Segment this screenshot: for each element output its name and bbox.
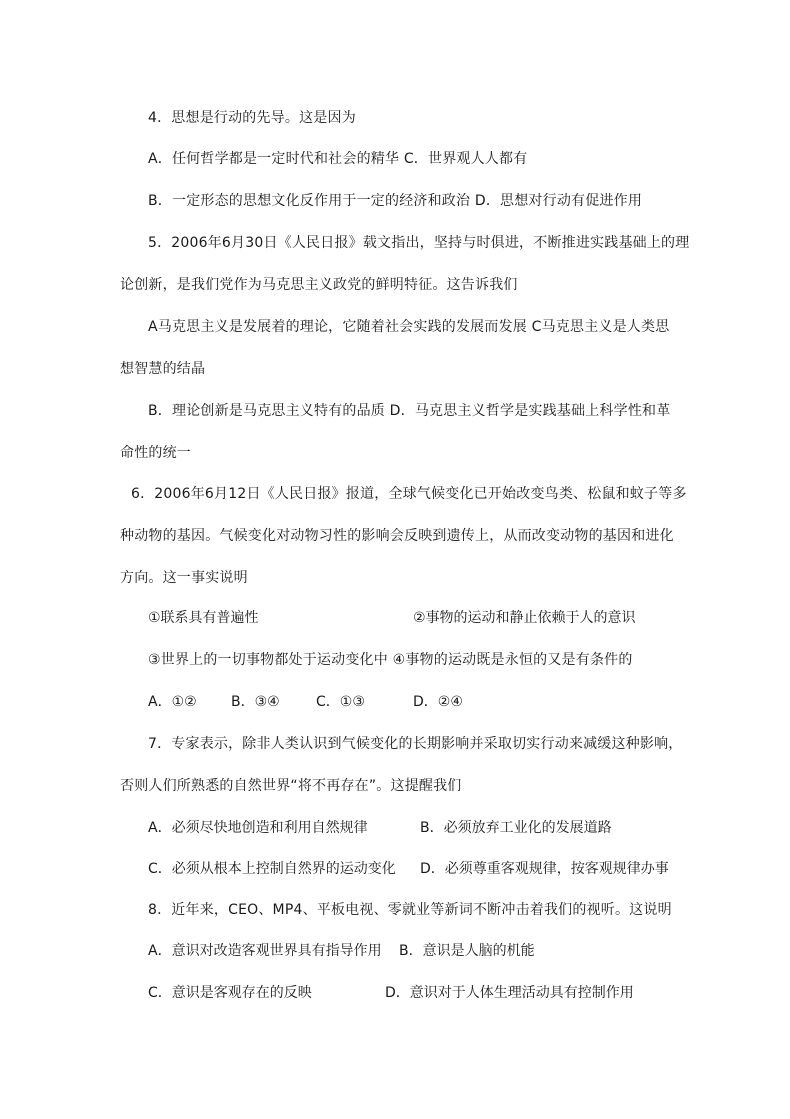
q6-option-d: D．②④ — [413, 694, 463, 710]
q4-options-a-c: A．任何哲学都是一定时代和社会的精华 C．世界观人人都有 — [148, 151, 528, 167]
q5-options-a-c-line-1: A马克思主义是发展着的理论，它随着社会实践的发展而发展 C马克思主义是人类思 — [148, 319, 670, 335]
q8-option-b: B．意识是人脑的机能 — [399, 943, 535, 959]
q8-option-a: A．意识对改造客观世界具有指导作用 — [148, 943, 382, 959]
q6-option-b: B．③④ — [231, 694, 280, 710]
q7-option-b: B．必须放弃工业化的发展道路 — [420, 820, 612, 836]
q6-option-a: A．①② — [148, 694, 197, 710]
q8-option-c: C．意识是客观存在的反映 — [148, 985, 312, 1001]
q5-stem-line-2: 论创新，是我们党作为马克思主义政党的鲜明特征。这告诉我们 — [120, 277, 518, 293]
q6-stem-line-3: 方向。这一事实说明 — [120, 570, 248, 586]
q6-items-3-4: ③世界上的一切事物都处于运动变化中 ④事物的运动既是永恒的又是有条件的 — [148, 652, 633, 668]
q8-option-d: D．意识对于人体生理活动具有控制作用 — [385, 985, 634, 1001]
q5-options-b-d-line-1: B．理论创新是马克思主义特有的品质 D．马克思主义哲学是实践基础上科学性和革 — [148, 403, 671, 419]
q7-stem-line-2: 否则人们所熟悉的自然世界“将不再存在”。这提醒我们 — [120, 778, 462, 794]
q5-stem-line-1: 5．2006年6月30日《人民日报》载文指出，坚持与时俱进，不断推进实践基础上的理 — [148, 235, 690, 251]
q6-stem-line-1: 6．2006年6月12日《人民日报》报道，全球气候变化已开始改变鸟类、松鼠和蚊子等多 — [131, 486, 687, 502]
q7-option-d: D．必须尊重客观规律，按客观规律办事 — [420, 861, 669, 877]
q6-option-c: C．①③ — [316, 694, 365, 710]
q7-option-c: C．必须从根本上控制自然界的运动变化 — [148, 861, 396, 877]
q6-stem-line-2: 种动物的基因。气候变化对动物习性的影响会反映到遗传上，从而改变动物的基因和进化 — [120, 528, 674, 544]
q5-options-b-d-line-2: 命性的统一 — [120, 445, 191, 461]
q6-item-1: ①联系具有普遍性 — [148, 610, 259, 626]
q7-option-a: A．必须尽快地创造和利用自然规律 — [148, 820, 368, 836]
q7-stem-line-1: 7．专家表示，除非人类认识到气候变化的长期影响并采取切实行动来减缓这种影响， — [148, 736, 683, 752]
q8-stem: 8．近年来，CEO、MP4、平板电视、零就业等新词不断冲击着我们的视听。这说明 — [148, 902, 672, 918]
q4-stem: 4．思想是行动的先导。这是因为 — [148, 110, 356, 126]
q6-item-2: ②事物的运动和静止依赖于人的意识 — [413, 610, 636, 626]
q4-options-b-d: B．一定形态的思想文化反作用于一定的经济和政治 D．思想对行动有促进作用 — [148, 193, 643, 209]
q5-options-a-c-line-2: 想智慧的结晶 — [120, 361, 206, 377]
